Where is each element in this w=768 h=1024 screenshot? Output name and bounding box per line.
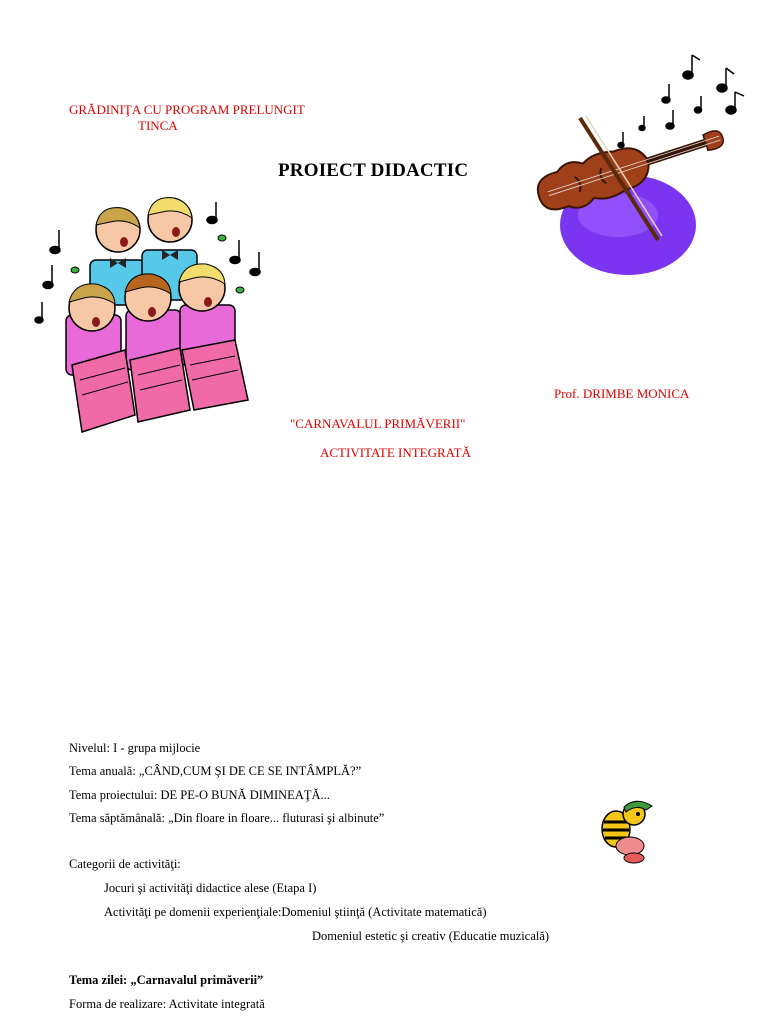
activity-type: ACTIVITATE INTEGRATĂ — [320, 445, 471, 460]
school-town: TINCA — [138, 118, 178, 133]
teacher-name: Prof. DRIMBE MONICA — [554, 386, 690, 401]
annual-theme-line: Tema anuală: „CÂND,CUM ŞI DE CE SE INTÂMPLĂ?” — [69, 764, 362, 778]
form-line: Forma de realizare: Activitate integrată — [69, 997, 265, 1011]
day-theme-line: Tema zilei: „Carnavalul primăverii” — [69, 973, 264, 987]
page-title: PROIECT DIDACTIC — [278, 160, 469, 181]
bee-clipart — [596, 794, 658, 866]
category-item: Jocuri şi activităţi didactice alese (Etapa I) — [104, 881, 317, 895]
school-name: GRĂDINIŢA CU PROGRAM PRELUNGIT — [69, 102, 305, 117]
project-theme-line: Tema proiectului: DE PE-O BUNĂ DIMINEAŢĂ... — [69, 788, 330, 802]
category-item: Activităţi pe domenii experienţiale:Domeniul ştiinţă (Activitate matematică) — [104, 905, 487, 919]
category-item: Domeniul estetic şi creativ (Educatie muzicală) — [312, 929, 550, 943]
violin-clipart — [528, 50, 753, 280]
choir-clipart — [30, 190, 275, 435]
level-line: Nivelul: I - grupa mijlocie — [69, 741, 201, 755]
activity-title: "CARNAVALUL PRIMĂVERII" — [290, 416, 466, 431]
categories-label: Categorii de activităţi: — [69, 857, 181, 871]
weekly-theme-line: Tema săptămânală: „Din floare in floare... fluturasi şi albinute” — [69, 811, 385, 825]
